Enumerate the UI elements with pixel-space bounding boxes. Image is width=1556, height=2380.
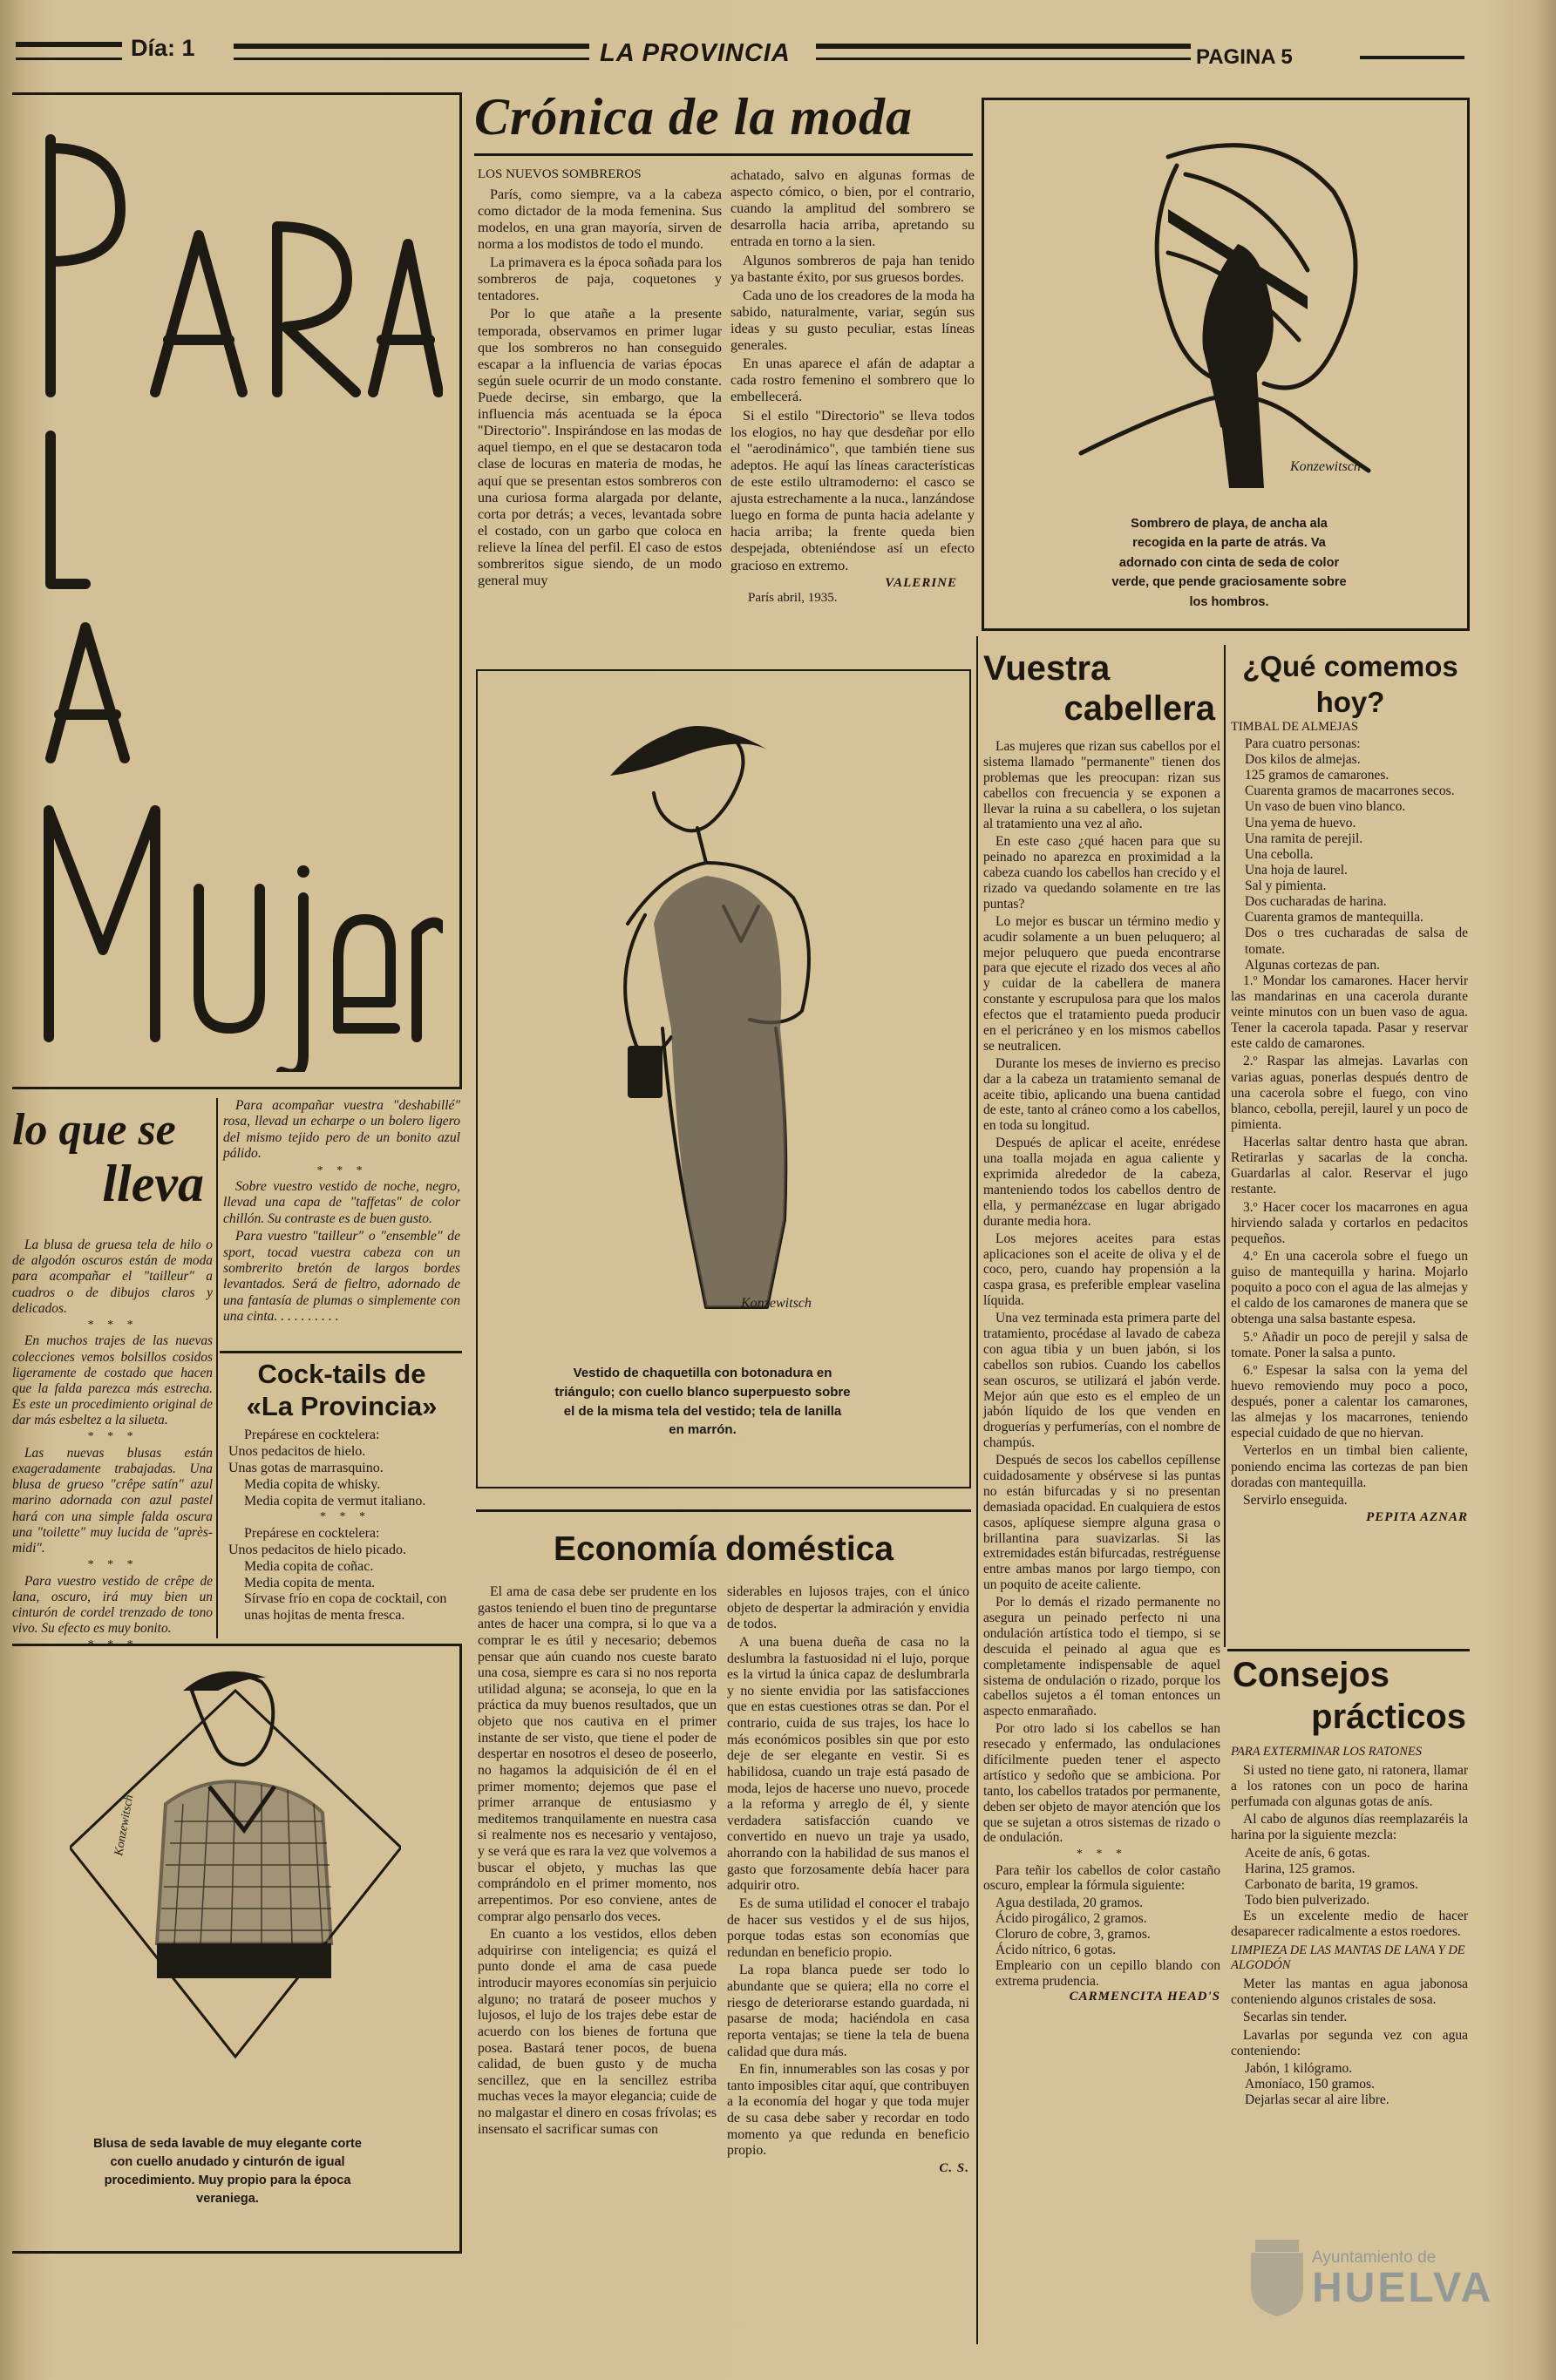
stars-divider: * * * bbox=[87, 1638, 138, 1652]
center-right-divider bbox=[976, 636, 978, 2344]
recipe-step: 6.º Espesar la salsa con la yema del huevo removiendo muy poco a poco, después, poner a calentar los camarones, las almejas y los macarrones, teniendo especial cuidado de que no hiervan. bbox=[1231, 1362, 1468, 1441]
lleva-column-divider bbox=[216, 1098, 218, 1638]
ingredient-line: 125 gramos de camarones. bbox=[1245, 768, 1390, 783]
mix-line: Dejarlas secar al aire libre. bbox=[1245, 2092, 1390, 2108]
cocktail-line: Sírvase frío en copa de cocktail, con unas hojitas de menta fresca. bbox=[244, 1591, 447, 1624]
masthead-newspaper: LA PROVINCIA bbox=[600, 39, 791, 67]
formula-line: Ácido pirogálico, 2 gramos. bbox=[995, 1911, 1147, 1927]
cocktails-top-rule bbox=[220, 1351, 462, 1353]
ingredient-line: Sal y pimienta. bbox=[1245, 878, 1327, 894]
masthead-rule-far bbox=[1360, 56, 1464, 59]
mix-line: Carbonato de barita, 19 gramos. bbox=[1245, 1876, 1418, 1892]
lleva-paragraph: Las nuevas blusas están exageradamente trabajadas. Una blusa de grueso "crêpe satín" azul marino adornada con azul pastel hará con una simple falda oscura una "toilette" muy lucida de "après-midi". bbox=[12, 1445, 213, 1556]
economia-paragraph: En fin, innumerables son las cosas y por tanto imposibles citar aquí, que contribuyen a la economía del hogar y que toda mujer de su casa debe saber y recordar en todo momento ya que redunda en beneficio propio. bbox=[727, 2062, 969, 2159]
formula-line: Agua destilada, 20 gramos. bbox=[995, 1895, 1144, 1911]
moda-title-underline bbox=[474, 153, 973, 156]
economia-paragraph: En cuanto a los vestidos, ellos deben adquirirse con inteligencia; es quizá el punto donde el ama de casa puede introducir mayores economías sin perjuicio alguno; no tratará de poseer muchos y lujosos, el lujo de los trajes debe estar de acuerdo con los bienes de fortuna que posea. Bastará tener pocos, de buena calidad, de buen gusto y de mucha sencillez, que en la sencillez estriba muchas veces la mayor elegancia; cuide de no malgastar el dinero en cosas frívolas; es insensato el sacrificar sumas con bbox=[478, 1927, 717, 2137]
cocktail-line: Unas gotas de marrasquino. bbox=[228, 1460, 384, 1475]
ingredient-line: Cuarenta gramos de macarrones secos. bbox=[1245, 783, 1455, 799]
cocktails-title bbox=[221, 1358, 462, 1422]
masthead-rule-left bbox=[16, 42, 122, 47]
moda-paragraph: La primavera es la época soñada para los sombreros de paja, coquetones y tentadores. bbox=[478, 254, 722, 304]
ingredient-line: Dos kilos de almejas. bbox=[1245, 752, 1361, 768]
consejos-paragraph: Meter las mantas en agua jabonosa conteniendo algunos cristales de sosa. bbox=[1231, 1977, 1468, 2008]
lleva-paragraph: Para acompañar vuestra "deshabillé" rosa, llevad un echarpe o un bolero ligero del mismo tejido pero de un bonito azul pálido. bbox=[223, 1098, 460, 1162]
cabellera-paragraph: Durante los meses de invierno es preciso dar a la cabeza un tratamiento semanal de aceite tibio, aplicando una buena cantidad de este, tanto al cráneo como a los cabellos, en toda su longitud. bbox=[983, 1055, 1220, 1134]
ingredient-line: Para cuatro personas: bbox=[1245, 736, 1361, 751]
formula-line: Empleario con un cepillo blando con extrema prudencia. bbox=[995, 1957, 1220, 1989]
consejos-title bbox=[1229, 1654, 1470, 1738]
cabellera-signature: CARMENCITA HEAD'S bbox=[1069, 1989, 1220, 2004]
moda-paragraph: Algunos sombreros de paja han tenido ya bastante éxito, por sus gruesos bordes. bbox=[730, 252, 975, 285]
ingredient-line: Dos cucharadas de harina. bbox=[1245, 894, 1387, 910]
recipe-step: Hacerlas saltar dentro hasta que abran. Retirarlas y sacarlas de la concha. Guardarlas al calor. Reservar el jugo restante. bbox=[1231, 1135, 1468, 1197]
recipe-step: 3.º Hacer cocer los macarrones en agua hirviendo salada y cortarlos en pedacitos pequeños. bbox=[1231, 1199, 1468, 1246]
cabellera-title-line2: cabellera bbox=[1063, 689, 1215, 728]
ingredient-line: Cuarenta gramos de mantequilla. bbox=[1245, 910, 1424, 926]
jacket-artist-signature: Konzewitsch bbox=[741, 1296, 812, 1311]
lo-que-se-lleva-left bbox=[12, 1237, 213, 1654]
cabellera-body bbox=[983, 739, 1220, 2004]
consejos-paragraph: Al cabo de algunos días reemplazaréis la harina por la siguiente mezcla: bbox=[1231, 1812, 1468, 1843]
cabellera-paragraph: Después de secos los cabellos cepíllense cuidadosamente y obsérvese si las puntas no están bifurcadas y si no presentan demasiada opacidad. En cualquiera de estos casos, aplíquese siempre alguna grasa o brillantina para suavizarlas. Si las extremidades están bifurcadas, restréguense entre ambas manos por largo tiempo, con un poquito de aceite caliente. bbox=[983, 1453, 1220, 1593]
mix-line: Aceite de anís, 6 gotas. bbox=[1245, 1845, 1370, 1861]
hat-artist-signature: Konzewitsch bbox=[1290, 459, 1361, 474]
economia-paragraph: La ropa blanca puede ser todo lo abundante que se quiera; ella no corre el riesgo de deteriorarse estando guardada, ni pasarse de moda; haciéndola en casa reporta ventajas; se tiene la tela de buena calidad que dura más. bbox=[727, 1963, 969, 2059]
cocktail-line: Media copita de menta. bbox=[244, 1575, 376, 1590]
comemos-title-line2: hoy? bbox=[1315, 686, 1385, 719]
section-title-para-la-mujer bbox=[24, 113, 443, 1072]
lo-que-se-lleva-title bbox=[12, 1105, 213, 1212]
lleva-paragraph: En muchos trajes de las nuevas colecciones vemos bolsillos cosidos ligeramente de costado que hacen que la falda parezca más estrecha. Es este un procedimiento original de dar más esbeltez a la silueta. bbox=[12, 1333, 213, 1428]
moda-paragraph: Por lo que atañe a la presente temporada, observamos en primer lugar que los sombreros no han conseguido escapar a la influencia de varias épocas según suele ocurrir de un modo constante. Puede decirse, sin embargo, que la influencia más acentuada se la época "Directorio". Inspirándose en las modas de aquel tiempo, en el que se destacaron toda clase de locuras en materia de modas, he aquí que se presentan estos sombreros con una curiosa forma alargada por delante, corta por detrás; a veces, levantada sobre el costado, con un garbo que coloca en relieve la línea del perfil. El caso de estos sombreritos sigue siendo, de un modo general muy bbox=[478, 306, 722, 589]
cabellera-paragraph: Los mejores aceites para estas aplicaciones son el aceite de oliva y el de coco, pero, cuando hay propensión a la caspa grasa, es preferible emplear vaselina líquida. bbox=[983, 1231, 1220, 1309]
comemos-title bbox=[1231, 648, 1470, 721]
masthead-rule-left-thin bbox=[16, 58, 122, 60]
recipe-step: 1.º Mondar los camarones. Hacer hervir las mandarinas en una cacerola durante veinte minutos con un buen vaso de agua. Tener la cacerola tapada. Pasar y reservar este caldo de camarones. bbox=[1231, 973, 1468, 1052]
ingredient-line: Algunas cortezas de pan. bbox=[1245, 957, 1380, 973]
watermark-line1: Ayuntamiento de bbox=[1312, 2248, 1437, 2267]
blouse-caption: Blusa de seda lavable de muy elegante corte con cuello anudado y cinturón de igual procedimiento. Muy propio para la época veraniega. bbox=[93, 2137, 362, 2207]
consejos-subhead-ratones: PARA EXTERMINAR LOS RATONES bbox=[1231, 1745, 1422, 1759]
consejos-top-rule bbox=[1227, 1649, 1470, 1651]
consejos-title-line1: Consejos bbox=[1233, 1656, 1390, 1694]
masthead-page: PAGINA 5 bbox=[1196, 45, 1293, 69]
stars-divider: * * * bbox=[87, 1318, 138, 1332]
comemos-subhead: TIMBAL DE ALMEJAS bbox=[1231, 720, 1359, 734]
masthead-day: Día: 1 bbox=[131, 35, 195, 61]
recipe-step: 5.º Añadir un poco de perejil y salsa de tomate. Poner la salsa a punto. bbox=[1231, 1329, 1468, 1360]
stars-divider: * * * bbox=[316, 1163, 367, 1177]
watermark-line2: HUELVA bbox=[1312, 2265, 1494, 2311]
blouse-artist-signature: Konzewitsch bbox=[112, 1793, 137, 1857]
stars-divider: * * * bbox=[87, 1430, 138, 1444]
economia-column-1 bbox=[478, 1584, 717, 2139]
moda-paragraph: Si el estilo "Directorio" se lleva todos los elogios, no hay que desdeñar por ello el "aerodinámico", que también tiene sus adeptos. He aquí las líneas características de este estilo ultramoderno: el casco se ajusta estrechamente a la nuca., lanzándose luego en forma de punta hacia adelante y hacia arriba; la frente queda bien despejada, obteniéndose así un efecto gracioso en extremo. bbox=[730, 407, 975, 573]
moda-signature: VALERINE bbox=[885, 575, 957, 590]
comemos-title-line1: ¿Qué comemos bbox=[1242, 650, 1458, 682]
economia-paragraph: Es de suma utilidad el conocer el trabajo de hacer sus vestidos y el de sus hijos, porque todas estas son economías que redundan en beneficio propio. bbox=[727, 1895, 969, 1960]
lo-que-se-lleva-right bbox=[223, 1098, 460, 1327]
lleva-paragraph: Sobre vuestro vestido de noche, negro, llevad una capa de "taffetas" de color chillón. Su contraste es de buen gusto. bbox=[223, 1179, 460, 1226]
stars-divider: * * * bbox=[87, 1558, 138, 1572]
moda-paragraph: achatado, salvo en algunas formas de aspecto cómico, o bien, por el contrario, cuando la amplitud del sombrero se desarrolla hacia arriba, apretando su entrada en torno a la sien. bbox=[730, 167, 975, 250]
cocktail-line: Media copita de vermut italiano. bbox=[244, 1493, 426, 1509]
mix-line: Jabón, 1 kilógramo. bbox=[1245, 2060, 1353, 2076]
cocktail-line: Unos pedacitos de hielo. bbox=[228, 1443, 366, 1459]
formula-line: Ácido nítrico, 6 gotas. bbox=[995, 1942, 1117, 1957]
moda-column-2 bbox=[730, 167, 975, 607]
economia-top-rule bbox=[476, 1509, 971, 1512]
cocktail-line: Media copita de whisky. bbox=[244, 1476, 381, 1492]
ingredient-line: Una yema de huevo. bbox=[1245, 815, 1356, 831]
cabellera-paragraph: En este caso ¿qué hacen para que su peinado no aparezca en proximidad a la cabeza cuando los cabellos han crecido y el rizado va quedando solamente en tre las puntas? bbox=[983, 834, 1220, 912]
moda-column-1 bbox=[478, 167, 722, 591]
lleva-paragraph: La blusa de gruesa tela de hilo o de algodón oscuros están de moda para acompañar el "tailleur" a cuadros o de dibujos claros y delicados. bbox=[12, 1237, 213, 1316]
mix-line: Amoníaco, 150 gramos. bbox=[1245, 2076, 1375, 2092]
mix-line: Todo bien pulverizado. bbox=[1245, 1892, 1370, 1908]
economia-paragraph: El ama de casa debe ser prudente en los gastos teniendo el buen tino de preguntarse antes de hacer una compra, si lo que va a comprar le es útil y necesario; debemos pensar que aún cuando nos cueste barato una cosa, siempre es cara si no nos reporta utilidad alguna; se aconseja, lo que en la práctica da muy buenos resultados, que un objeto que nos cautiva en el primer instante de ser visto, que tiene el poder de despertar en nosotros el deseo de poseerlo, no hagamos la adquisición de él en el primer momento; dejemos que pase el primer arranque de entusiasmo y meditemos tranquilamente en nuestra casa si realmente nos es necesario y ventajoso, y se verá que es rara la vez que volvemos a buscar el objeto, y muchas las que comprándolo en el primer momento, nos arrepentimos. Por eso conviene, antes de comprar algo pensarlo dos veces. bbox=[478, 1584, 717, 1924]
beach-hat-illustration bbox=[1046, 122, 1377, 488]
comemos-body bbox=[1231, 720, 1468, 1526]
economia-signature: C. S. bbox=[939, 2160, 969, 2175]
jacket-caption: Vestido de chaquetilla con botonadura en triángulo; con cuello blanco superpuesto sobre el de la misma tela del vestido; tela de lanilla en marrón. bbox=[554, 1366, 851, 1438]
consejos-body bbox=[1231, 1745, 1468, 2108]
cabellera-paragraph: Después de aplicar el aceite, enrédese una toalla mojada en agua caliente y exprimida alrededor de la cabeza, manteniendo todos los cabellos dentro de ella, y permanézcase en lugar abrigado durante media hora. bbox=[983, 1136, 1220, 1229]
jacket-dress-illustration bbox=[575, 697, 863, 1325]
moda-paragraph: París, como siempre, va a la cabeza como dictador de la moda femenina. Sus modelos, en una gran mayoría, sirven de norma a los modistos de todo el mundo. bbox=[478, 186, 722, 253]
hat-caption: Sombrero de playa, de ancha ala recogida en la parte de atrás. Va adornado con cinta de seda de color verde, que pende graciosamente sobre los hombros. bbox=[1111, 517, 1347, 609]
stars-divider: * * * bbox=[1077, 1848, 1127, 1861]
huelva-crest-watermark bbox=[1247, 2240, 1308, 2318]
recipe-step: Servirlo enseguida. bbox=[1243, 1492, 1348, 1508]
masthead-rule-mid-a bbox=[234, 44, 589, 49]
recipe-step: 2.º Raspar las almejas. Lavarlas con varias aguas, ponerlas después dentro de una cacerola sobre el fuego, con vino blanco, cebolla, perejil, laurel y un poco de pimienta. bbox=[1231, 1054, 1468, 1132]
cabellera-title bbox=[982, 648, 1219, 729]
moda-title: Crónica de la moda bbox=[474, 88, 914, 146]
cocktails-recipes bbox=[228, 1427, 462, 1624]
cocktail-line: Unos pedacitos de hielo picado. bbox=[228, 1542, 406, 1557]
consejos-paragraph: Secarlas sin tender. bbox=[1243, 2010, 1348, 2025]
mix-line: Harina, 125 gramos. bbox=[1245, 1861, 1356, 1876]
recipe-step: Verterlos en un timbal bien caliente, poniendo encima las cortezas de pan bien doradas con mantequilla. bbox=[1231, 1443, 1468, 1490]
consejos-paragraph: Si usted no tiene gato, ni ratonera, llamar a los ratones con un poco de harina perfumada con algunas gotas de anís. bbox=[1231, 1762, 1468, 1810]
lleva-paragraph: Para vuestro "tailleur" o "ensemble" de sport, tocad vuestra cabeza con un sombrerito bretón de largos bordes levantados. Será de fieltro, adornado de una fantasía de plumas o simplemente con una cinta. . . . . . . . . . bbox=[223, 1229, 460, 1325]
cabellera-paragraph: Por lo demás el rizado permanente no asegura un peinado perfecto ni una ondulación artística todo el tiempo, si se descuida el peinado al agua que es completamente indispensable de aquel sistema de ondulación o rizado, porque los cabellos sujetos a él toman entonces un aspecto enmarañado. bbox=[983, 1595, 1220, 1719]
moda-paragraph: Cada uno de los creadores de la moda ha sabido, naturalmente, variar, según sus ideas y su gusto peculiar, estas líneas generales. bbox=[730, 287, 975, 354]
masthead-rule-right-b bbox=[816, 58, 1191, 60]
moda-dateline: París abril, 1935. bbox=[748, 591, 838, 606]
masthead-rule-mid-b bbox=[234, 58, 589, 60]
stars-divider: * * * bbox=[320, 1510, 370, 1524]
lo-que-se-lleva-title-line1: lo que se bbox=[12, 1105, 176, 1155]
ingredient-line: Una hoja de laurel. bbox=[1245, 862, 1348, 878]
cabellera-paragraph: Las mujeres que rizan sus cabellos por el sistema llamado "permanente" tienen dos problemas que les preocupan: rizan sus cabellos con frecuencia y se exponen a llevar la ruina a su cabellera, o los sujetan al tratamiento una vez al año. bbox=[983, 739, 1220, 832]
ingredient-line: Una ramita de perejil. bbox=[1245, 831, 1363, 846]
cabellera-paragraph: Una vez terminada esta primera parte del tratamiento, procédase al lavado de cabeza con agua tibia y un buen jabón, si los cabellos son rubios. Cuando los cabellos sean oscuros, se utilizará el jabón verde. Mejor aún que esto es el empleo de un jabón líquido de los que venden en droguerías y perfumerías, con el nombre de champús. bbox=[983, 1311, 1220, 1451]
cabellera-paragraph: Lo mejor es buscar un término medio y acudir solamente a un buen peluquero; al mejor peluquero que pueda encontrarse para que ejecute el rizado dos veces al año y cuidar de la cabellera de manera constante y escrupulosa para que los malos efectos que el tratamiento pueda producir en el pericráneo y en los mismos cabellos se neutralicen. bbox=[983, 913, 1220, 1054]
consejos-title-line2: prácticos bbox=[1311, 1698, 1466, 1736]
lo-que-se-lleva-title-line2: lleva bbox=[102, 1155, 204, 1213]
economia-paragraph: siderables en lujosos trajes, con el único objeto de despertar la admiración y envidia de todos. bbox=[727, 1584, 969, 1632]
consejos-paragraph: Lavarlas por segunda vez con agua conteniendo: bbox=[1231, 2027, 1468, 2058]
masthead-rule-right-a bbox=[816, 44, 1191, 49]
ingredient-line: Un vaso de buen vino blanco. bbox=[1245, 799, 1406, 815]
comemos-signature: PEPITA AZNAR bbox=[1366, 1509, 1468, 1524]
cocktail-line: Prepárese en cocktelera: bbox=[244, 1427, 380, 1442]
economia-title: Economía doméstica bbox=[553, 1530, 894, 1568]
lleva-paragraph: Para vuestro vestido de crêpe de lana, oscuro, irá muy bien un cinturón de cordel trenzado de tono vivo. Su efecto es muy bonito. bbox=[12, 1573, 213, 1637]
cabellera-title-line1: Vuestra bbox=[983, 649, 1111, 688]
cabellera-paragraph: Por otro lado si los cabellos se han resecado y enfermado, las ondulaciones difícilmente pueden tener el aspecto artístico y sedoño que se ambiciona. Por tanto, los cabellos tratados por permanente, deben ser objeto de mayor atención que los que se sujetan a otros sistemas de rizado o de ondulación. bbox=[983, 1721, 1220, 1846]
cocktail-line: Prepárese en cocktelera: bbox=[244, 1525, 380, 1541]
ingredient-line: Dos o tres cucharadas de salsa de tomate. bbox=[1245, 926, 1468, 957]
economia-paragraph: A una buena dueña de casa no la deslumbra la fastuosidad ni el lujo, porque es la virtud la única capaz de deslumbrarla y no siente envidia por las satisfacciones que en estas cuestiones otras se dan. Por el contrario, cuida de sus trajes, los hace lo más económicos posibles sin que por esto deje de ser elegante en vestir. Si es habilidosa, cuando un traje está pasado de moda, lejos de hacerse uno nuevo, procede a la reforma y arreglo de él, y siente verdadera satisfacción cuando ve convertido en nuevo un traje ya usado, ahorrando con la habilidad de sus manos el gasto que forzosamente debía hacer para adquirir otro. bbox=[727, 1634, 969, 1894]
ingredient-line: Una cebolla. bbox=[1245, 846, 1314, 862]
formula-line: Cloruro de cobre, 3, gramos. bbox=[995, 1927, 1151, 1943]
cocktail-line: Media copita de coñac. bbox=[244, 1558, 374, 1574]
cocktails-title-line1: Cock-tails de bbox=[257, 1359, 426, 1389]
economia-column-2 bbox=[727, 1584, 969, 2177]
right-column-divider bbox=[1224, 645, 1226, 1647]
moda-paragraph: En unas aparece el afán de adaptar a cada rostro femenino el sombrero que lo embellecerá. bbox=[730, 356, 975, 405]
watermark-text bbox=[1312, 2248, 1493, 2309]
cabellera-paragraph: Para teñir los cabellos de color castaño oscuro, emplear la fórmula siguiente: bbox=[983, 1862, 1220, 1894]
cocktails-title-line2: «La Provincia» bbox=[246, 1391, 438, 1422]
consejos-paragraph: Es un excelente medio de hacer desaparecer radicalmente a estos roedores. bbox=[1231, 1909, 1468, 1940]
moda-subhead: LOS NUEVOS SOMBREROS bbox=[478, 167, 642, 181]
recipe-step: 4.º En una cacerola sobre el fuego un guiso de mantequilla y harina. Mojarlo poquito a poco con el agua de las almejas y el caldo de los camarones de manera que se obtenga una salsa bastante espesa. bbox=[1231, 1248, 1468, 1327]
consejos-subhead-mantas: LIMPIEZA DE LAS MANTAS DE LANA Y DE ALGODÓN bbox=[1231, 1943, 1465, 1973]
blouse-illustration bbox=[70, 1656, 401, 2109]
